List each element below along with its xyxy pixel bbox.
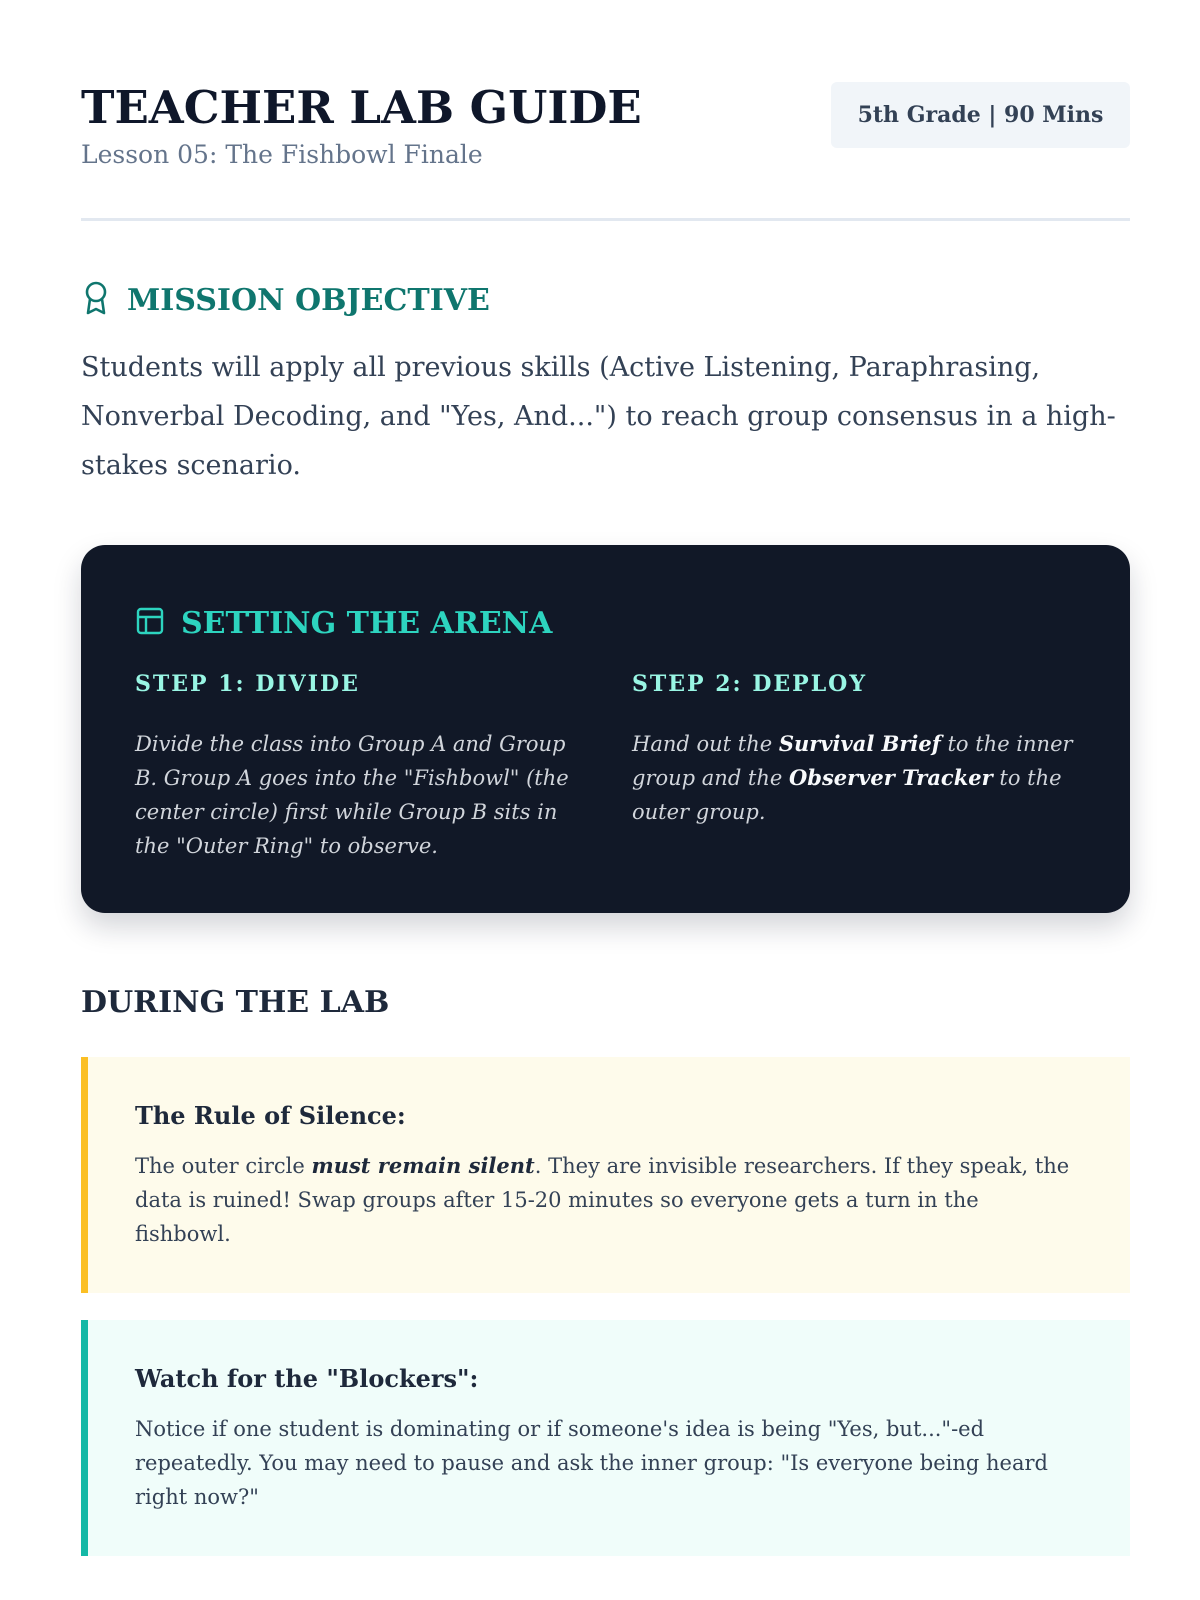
blockers-note [81,1320,1130,1556]
step-divide [135,671,585,863]
text-segment: Hand out the [632,732,779,756]
layout-icon [135,606,181,640]
text-segment: The outer circle [135,1154,312,1178]
lesson-subtitle: Lesson 05: The Fishbowl Finale [81,140,483,169]
mission-text: Students will apply all previous skills (Active Listening, Paraphrasing, Nonverbal Decoding, and "Yes, And...") to reach group consensus in a high-stakes scenario. [81,352,1116,481]
header-divider [81,218,1130,221]
survival-brief-emphasis: Survival Brief [778,731,941,756]
step-title: STEP 1: DIVIDE [135,671,360,697]
step-deploy [632,671,1082,829]
step-text: Divide the class into Group A and Group B. Group A goes into the "Fishbowl" (the center circle) first while Group B sits in the "Outer Ring" to observe. [135,732,569,858]
grade-duration-badge: 5th Grade | 90 Mins [831,82,1130,148]
award-ribbon-icon [81,280,127,320]
text-segment: to the outer group. [632,766,1062,824]
observer-tracker-emphasis: Observer Tracker [789,765,993,790]
arena-card [81,545,1130,913]
step-title: STEP 2: DEPLOY [632,671,868,697]
note-text: Notice if one student is dominating or if someone's idea is being "Yes, but..."-ed repeatedly. You may need to pause and ask the inner group: "Is everyone being heard right now?" [135,1417,1048,1509]
text-segment: . They are invisible researchers. If they speak, the data is ruined! Swap groups after 15-20 minutes so everyone gets a turn in the fishbowl. [135,1154,1070,1246]
note-title: Watch for the "Blockers": [135,1364,479,1393]
step-text [632,727,1082,829]
note-text [135,1149,1070,1251]
arena-title: SETTING THE ARENA [181,605,553,641]
page-header [81,78,1130,176]
mission-heading [81,278,490,322]
silence-emphasis: must remain silent [311,1153,535,1178]
section-title-during-lab: DURING THE LAB [81,985,390,1020]
mission-title: MISSION OBJECTIVE [127,282,490,318]
note-title: The Rule of Silence: [135,1101,406,1130]
text-segment: to the inner group and the [632,732,1073,790]
arena-heading [135,601,552,645]
rule-of-silence-note [81,1057,1130,1293]
page-title: TEACHER LAB GUIDE [81,81,642,134]
